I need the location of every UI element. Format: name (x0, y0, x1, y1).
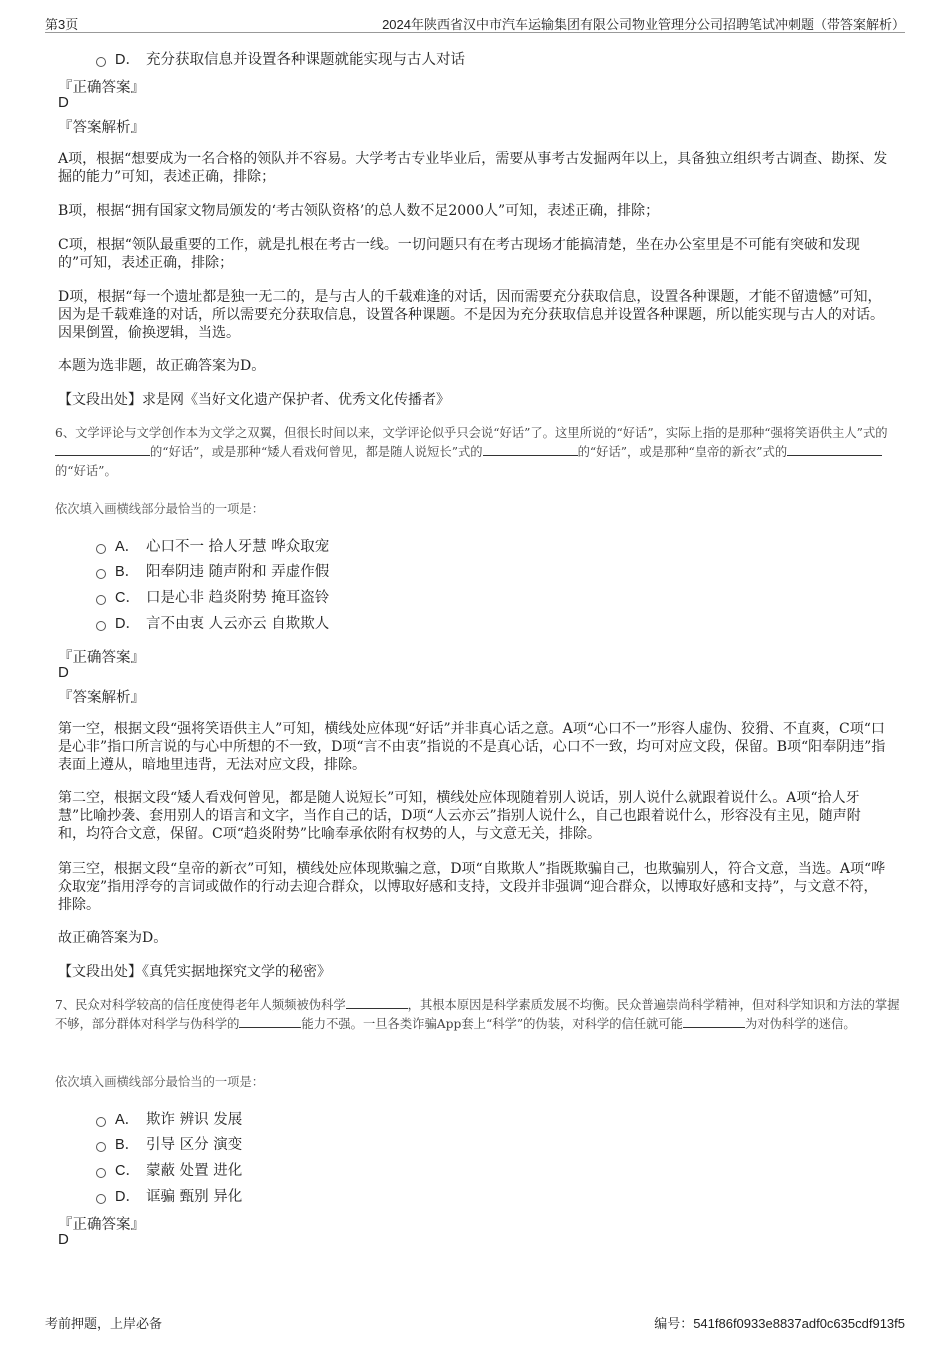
answer-label: 『正确答案』 (58, 650, 145, 666)
answer-value: D (58, 1231, 69, 1248)
source-citation: 【文段出处】《真凭实据地探究文学的秘密》 (58, 964, 331, 980)
question-prompt: 依次填入画横线部分最恰当的一项是： (55, 1075, 265, 1089)
analysis-paragraph: 第三空，根据文段“皇帝的新衣”可知，横线处应体现欺骗之意，D项“自欺欺人”指既欺骗自己，也欺骗别人，符合文意，当选。A项“哗众取宠”指用浮夸的言词或做作的行动去迎合群众，以博取好感和支持，文段并非强调“迎合群众，以博取好感和支持”，与文意不符，排除。 (58, 861, 886, 913)
blank (55, 443, 150, 456)
page-number: 第3页 (45, 17, 79, 32)
option-a[interactable]: A． 心口不一 拾人牙慧 哗众取宠 (96, 535, 329, 556)
question-prompt: 依次填入画横线部分最恰当的一项是： (55, 502, 265, 516)
page-footer (45, 1313, 905, 1331)
option-c[interactable]: C． 口是心非 趋炎附势 掩耳盗铃 (96, 586, 329, 607)
radio-icon[interactable] (96, 621, 106, 631)
analysis-paragraph: 第一空，根据文段“强将笑语供主人”可知，横线处应体现“好话”并非真心话之意。A项“心口不一”形容人虚伪、狡猾、不直爽，C项“口是心非”指口所言说的与心中所想的不一致，D项“言不由衷”指说的不是真心话，心口不一致，均可对应文段，保留。B项“阳奉阴违”指表面上遵从，暗地里违背，无法对应文段，排除。 (58, 721, 886, 773)
radio-icon[interactable] (96, 544, 106, 554)
analysis-paragraph: C项，根据“领队最重要的工作，就是扎根在考古一线。一切问题只有在考古现场才能搞清楚，坐在办公室里是不可能有突破和发现的”可知，表述正确，排除； (58, 237, 860, 271)
question-7-stem: 7、民众对科学较高的信任度使得老年人频频被伪科学 ，其根本原因是科学素质发展不均衡。民众普遍崇尚科学精神，但对科学知识和方法的掌握不够，部分群体对科学与伪科学的 能力不强。一旦各类诈骗App套上“科学”的伪装，对科学的信任就可能 为对伪科学的迷信。 (55, 998, 900, 1031)
analysis-paragraph: D项，根据“每一个遗址都是独一无二的，是与古人的千载难逢的对话，因而需要充分获取信息，设置各种课题，才能不留遗憾”可知，因为是千载难逢的对话，所以需要充分获取信息，设置各种课题。不是因为充分获取信息并设置各种课题，所以能实现与古人的对话。因果倒置，偷换逻辑，当选。 (58, 289, 884, 341)
radio-icon[interactable] (96, 569, 106, 579)
footer-slogan: 考前押题，上岸必备 (45, 1316, 163, 1331)
radio-icon[interactable] (96, 1168, 106, 1178)
blank (346, 996, 408, 1009)
conclusion: 故正确答案为D。 (58, 930, 168, 946)
analysis-label: 『答案解析』 (58, 690, 145, 706)
analysis-paragraph: B项，根据“拥有国家文物局颁发的‘考古领队资格’的总人数不足2000人”可知，表述正确，排除； (58, 203, 660, 219)
document-id: 编号：541f86f0933e8837adf0c635cdf913f5 (654, 1316, 905, 1331)
blank (787, 443, 882, 456)
radio-icon[interactable] (96, 1117, 106, 1127)
option-b[interactable]: B． 阳奉阴违 随声附和 弄虚作假 (96, 560, 329, 581)
radio-icon[interactable] (96, 595, 106, 605)
source-citation: 【文段出处】求是网《当好文化遗产保护者、优秀文化传播者》 (58, 392, 450, 408)
answer-label: 『正确答案』 (58, 80, 145, 96)
analysis-paragraph: A项，根据“想要成为一名合格的领队并不容易。大学考古专业毕业后，需要从事考古发掘两年以上，具备独立组织考古调查、勘探、发掘的能力”可知，表述正确，排除； (58, 151, 888, 185)
radio-icon[interactable] (96, 1142, 106, 1152)
option-d[interactable]: D． 充分获取信息并设置各种课题就能实现与古人对话 (96, 48, 465, 69)
option-b[interactable]: B． 引导 区分 演变 (96, 1133, 242, 1154)
option-c[interactable]: C． 蒙蔽 处置 进化 (96, 1159, 242, 1180)
question-6-stem: 6、文学评论与文学创作本为文学之双翼，但很长时间以来，文学评论似乎只会说“好话”了。这里所说的“好话”，实际上指的是那种“强将笑语供主人”式的的“好话”，或是那种“矮人看戏何曾见，都是随人说短长”式的 的“好话”，或是那种“皇帝的新衣”式的的“好话”。 (55, 426, 888, 478)
answer-label: 『正确答案』 (58, 1217, 145, 1233)
option-d[interactable]: D． 言不由衷 人云亦云 自欺欺人 (96, 612, 329, 633)
page-header (45, 14, 905, 33)
blank (239, 1015, 301, 1028)
option-d[interactable]: D． 诓骗 甄别 异化 (96, 1185, 242, 1206)
answer-value: D (58, 94, 69, 111)
analysis-paragraph: 第二空，根据文段“矮人看戏何曾见，都是随人说短长”可知，横线处应体现随着别人说话，别人说什么就跟着说什么。A项“拾人牙慧”比喻抄袭、套用别人的语言和文字，当作自己的话，D项“人云亦云”指别人说什么，自己也跟着说什么，形容没有主见，随声附和，均符合文意，保留。C项“趋炎附势”比喻奉承依附有权势的人，与文意无关，排除。 (58, 790, 861, 842)
blank (683, 1015, 745, 1028)
document-title: 2024年陕西省汉中市汽车运输集团有限公司物业管理分公司招聘笔试冲刺题（带答案解析） (382, 17, 905, 32)
conclusion: 本题为选非题，故正确答案为D。 (58, 358, 266, 374)
analysis-label: 『答案解析』 (58, 120, 145, 136)
radio-icon[interactable] (96, 1194, 106, 1204)
answer-value: D (58, 664, 69, 681)
option-a[interactable]: A． 欺诈 辨识 发展 (96, 1108, 242, 1129)
blank (483, 443, 578, 456)
radio-icon[interactable] (96, 57, 106, 67)
